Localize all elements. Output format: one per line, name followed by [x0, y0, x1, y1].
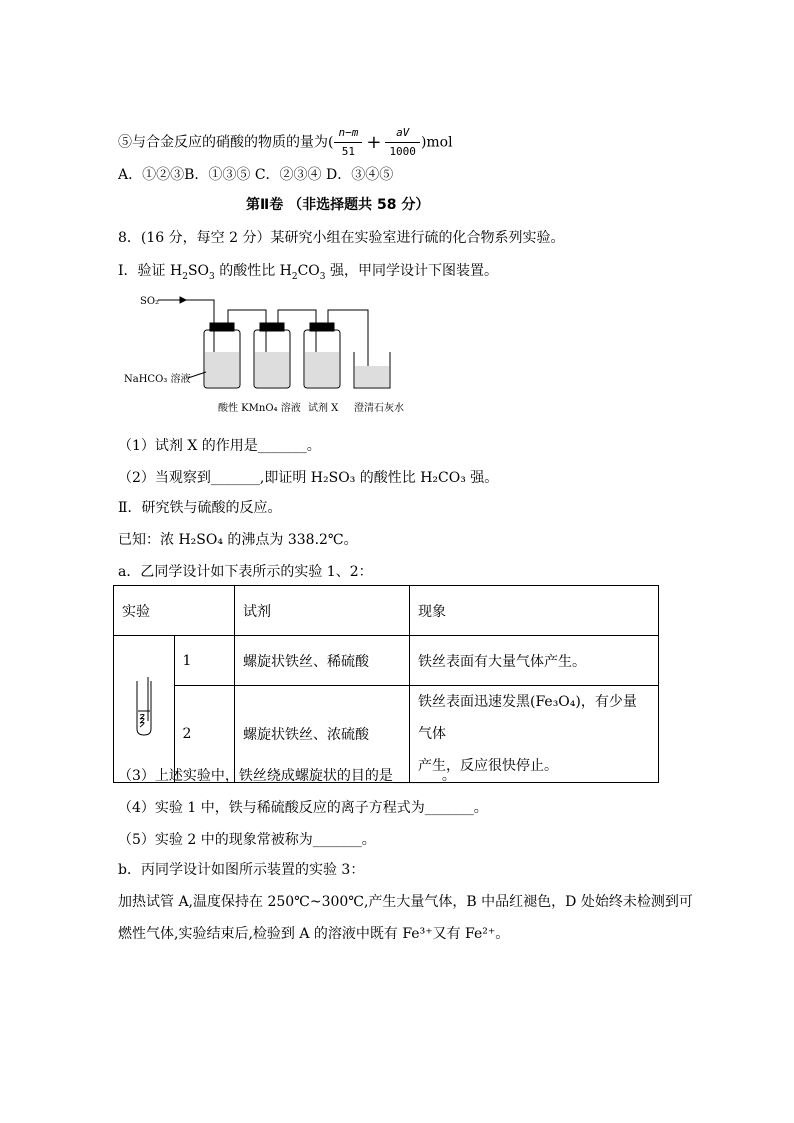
sub-2b: 2	[291, 271, 298, 282]
part-a-title: a．乙同学设计如下表所示的实验 1、2：	[118, 564, 373, 580]
fraction-2-denominator: 1000	[389, 145, 416, 158]
experiment-table	[113, 585, 659, 783]
experiment-number: 2	[174, 686, 235, 783]
experiment-number: 1	[174, 636, 235, 686]
part-1-title	[118, 262, 498, 286]
header-experiment: 实验	[114, 586, 235, 636]
option-5-prefix: ⑤与合金反应的硝酸的物质的量为(	[118, 134, 334, 151]
part-1-title-d: CO	[297, 263, 320, 279]
answer-choices: A．①②③B．①③⑤ C．②③④ D．③④⑤	[118, 167, 394, 183]
option-5-suffix: )mol	[420, 134, 453, 151]
test-tube-cell	[114, 636, 175, 783]
sub-2: 2	[182, 271, 188, 282]
paragraph-line-2: 燃性气体,实验结束后,检验到 A 的溶液中既有 Fe³⁺又有 Fe²⁺。	[118, 926, 510, 942]
nahco3-label: NaHCO₃ 溶液	[124, 374, 191, 385]
fraction-2-numerator: aV	[385, 124, 420, 143]
reagent-x-label: 试剂 X	[308, 403, 339, 414]
limewater-label: 澄清石灰水	[354, 403, 404, 414]
part-1-title-a: Ⅰ．验证 H	[118, 263, 183, 279]
sub-3: 3	[209, 271, 215, 282]
table-row	[114, 636, 659, 686]
test-tube-figure	[129, 675, 159, 739]
known-fact: 已知：浓 H₂SO₄ 的沸点为 338.2℃。	[118, 532, 358, 548]
question-5: （5）实验 2 中的现象常被称为_______。	[118, 832, 376, 848]
sub-3b: 3	[319, 271, 326, 282]
header-observation: 现象	[410, 586, 659, 636]
part-1-title-b: SO	[187, 263, 210, 279]
option-5-line	[118, 124, 453, 161]
part-1-title-e: 强，甲同学设计下图装置。	[325, 263, 498, 279]
question-3: （3）上述实验中，铁丝绕成螺旋状的目的是_______。	[118, 768, 456, 784]
part-2-title: Ⅱ．研究铁与硫酸的反应。	[118, 500, 282, 516]
observation-line-2: 产生，反应很快停止。	[418, 758, 558, 774]
part-1-title-c: 的酸性比 H	[214, 263, 292, 279]
header-reagent: 试剂	[235, 586, 410, 636]
question-8-intro: 8．(16 分，每空 2 分）某研究小组在实验室进行硫的化合物系列实验。	[118, 230, 565, 246]
table-header-row	[114, 586, 659, 636]
section-title: 第Ⅱ卷 （非选择题共 58 分）	[246, 197, 430, 213]
so2-label: SO₂	[140, 296, 160, 307]
question-4: （4）实验 1 中，铁与稀硫酸反应的离子方程式为_______。	[118, 800, 488, 816]
plus-sign: +	[366, 131, 382, 153]
part-b-title: b．丙同学设计如图所示装置的实验 3：	[118, 862, 365, 878]
experiment-reagent: 螺旋状铁丝、浓硫酸	[235, 686, 410, 783]
fraction-1	[334, 124, 362, 161]
fraction-1-denominator: 51	[341, 145, 356, 158]
fraction-2	[385, 124, 420, 161]
question-1: （1）试剂 X 的作用是_______。	[118, 438, 321, 454]
kmno4-label: 酸性 KMnO₄ 溶液	[218, 403, 301, 414]
fraction-1-numerator: n−m	[334, 124, 362, 143]
question-2: （2）当观察到_______,即证明 H₂SO₃ 的酸性比 H₂CO₃ 强。	[118, 470, 499, 486]
paragraph-line-1: 加热试管 A,温度保持在 250℃~300℃,产生大量气体，B 中品红褪色，D 处始终未检测到可	[118, 894, 693, 910]
experiment-reagent: 螺旋状铁丝、稀硫酸	[235, 636, 410, 686]
experiment-observation: 铁丝表面有大量气体产生。	[410, 636, 659, 686]
observation-line-1: 铁丝表面迅速发黑(Fe₃O₄)，有少量气体	[418, 694, 637, 742]
apparatus-diagram	[118, 290, 418, 420]
